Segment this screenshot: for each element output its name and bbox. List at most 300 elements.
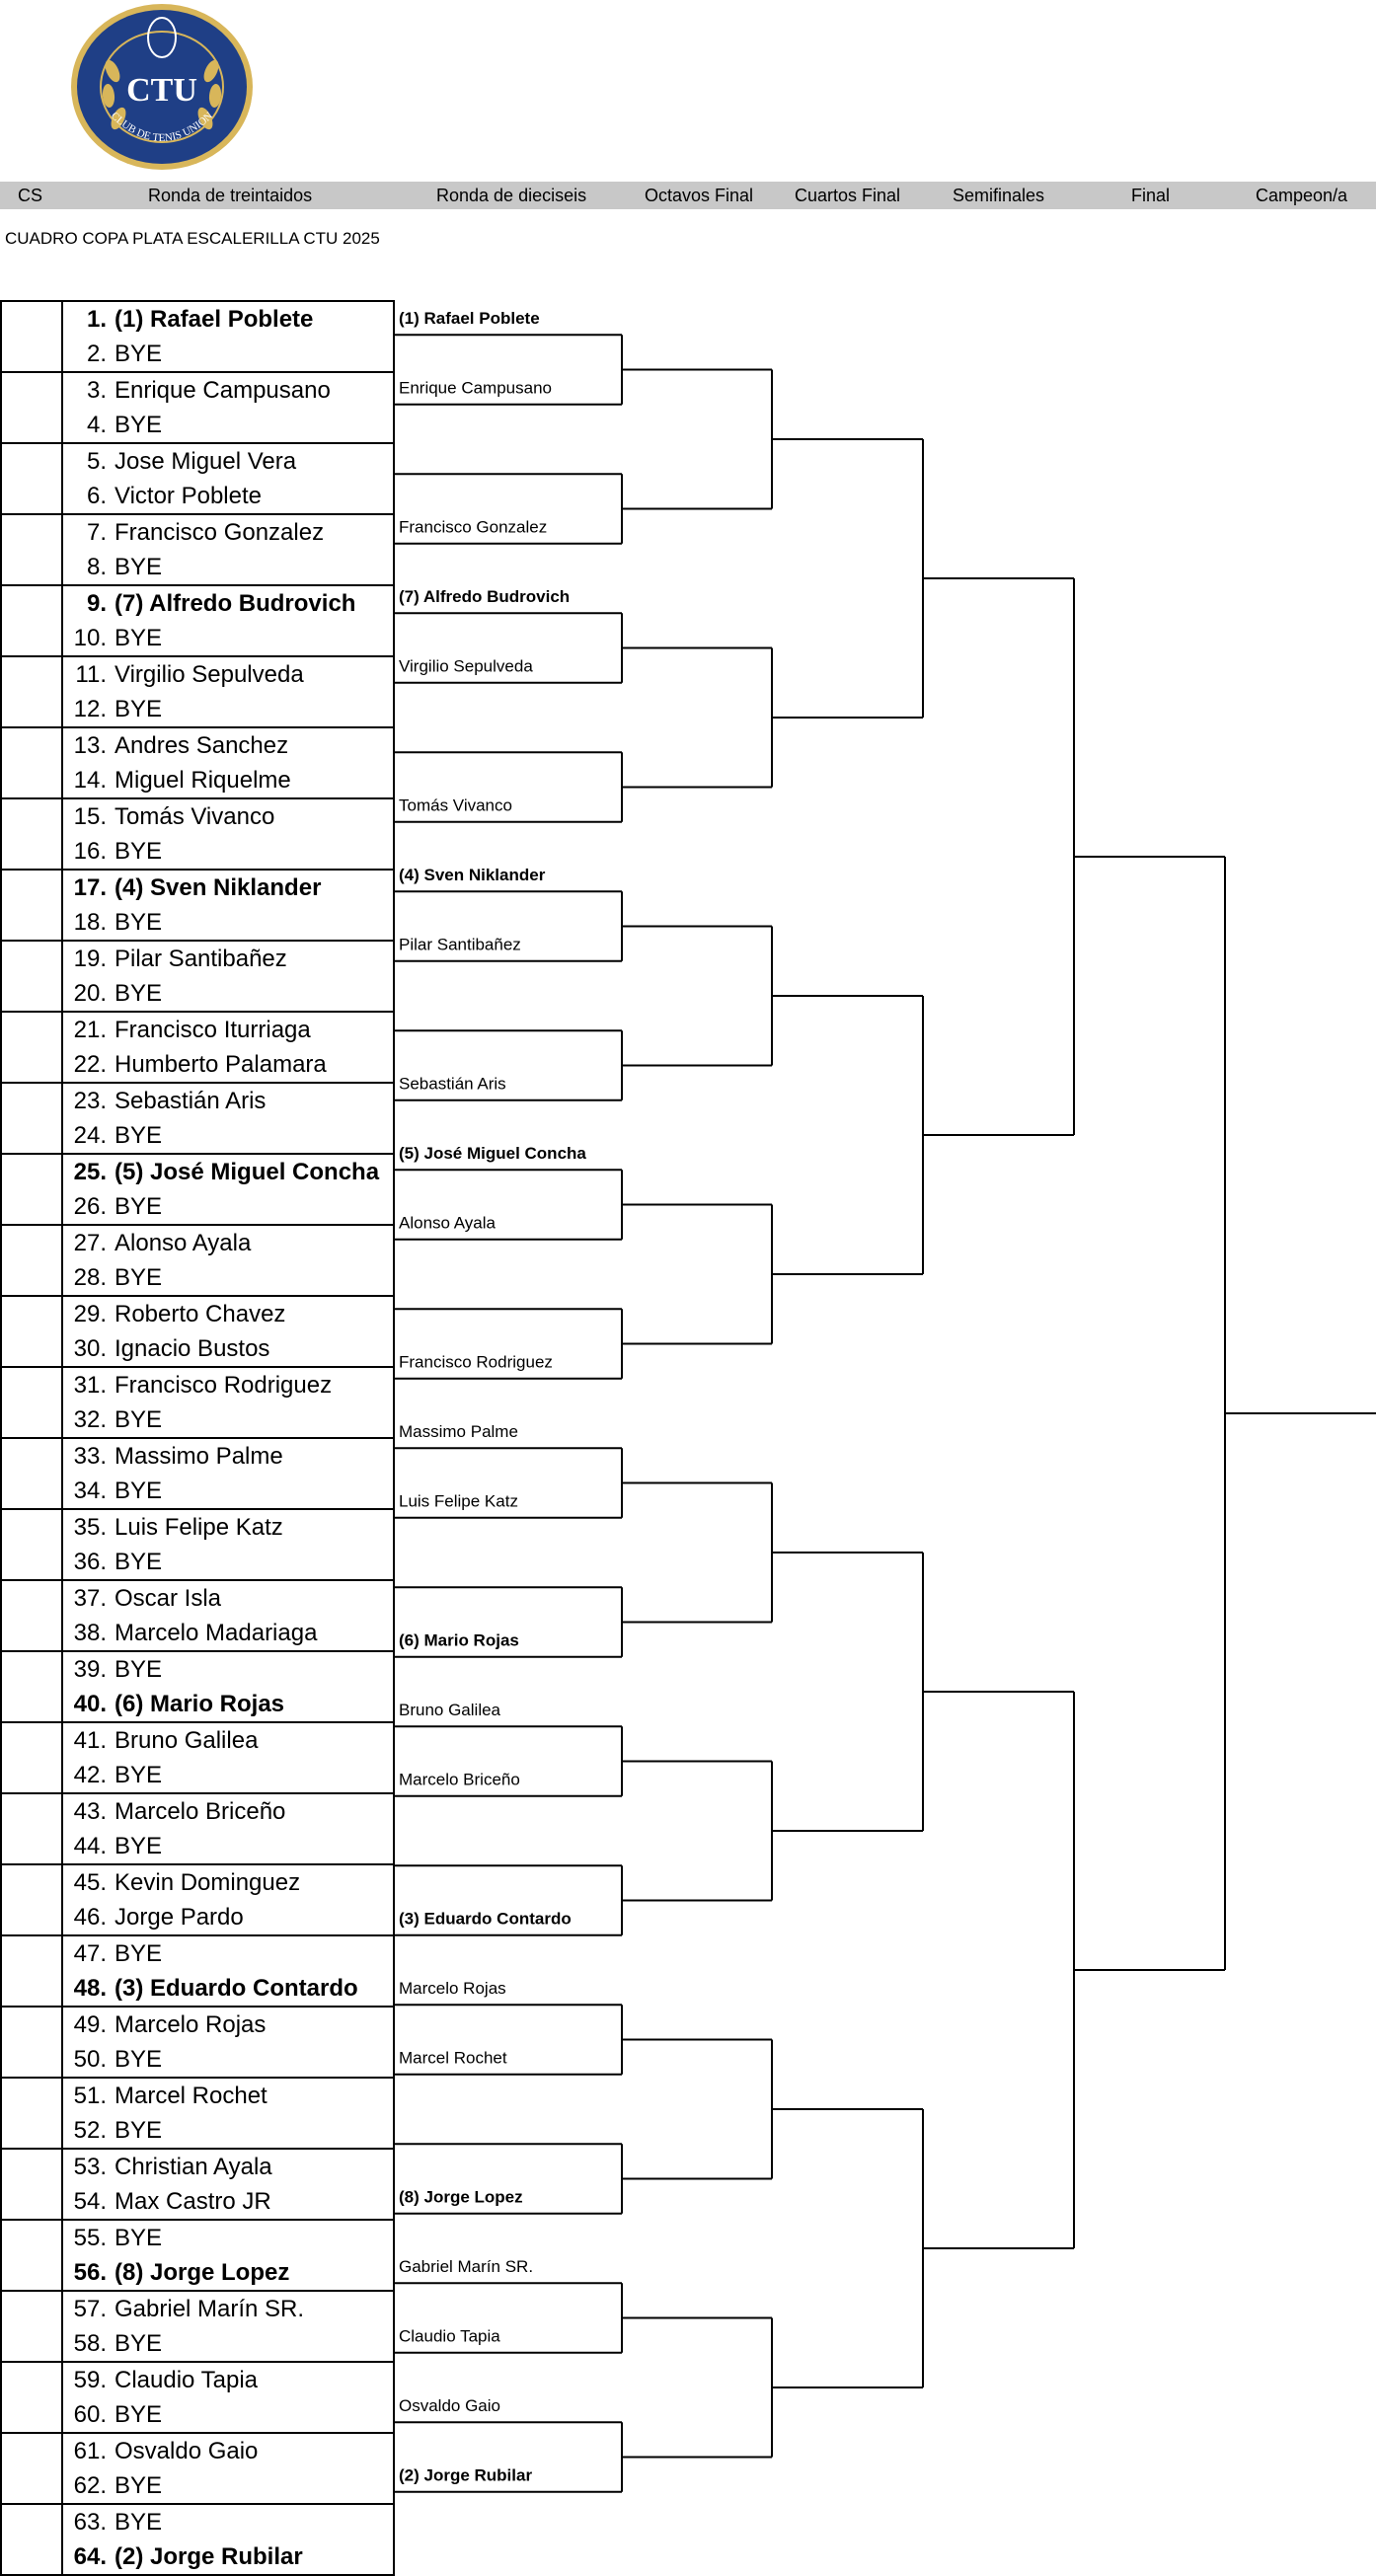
draw-number: 8. <box>86 554 107 580</box>
draw-cell-blank <box>1 2326 62 2362</box>
draw-cell-blank <box>1 1438 62 1474</box>
draw-number: 36. <box>73 1549 107 1575</box>
draw-row <box>1 2433 394 2468</box>
player-name: Marcelo Briceño <box>115 1798 286 1825</box>
draw-number: 48. <box>73 1975 107 2002</box>
player-name: BYE <box>115 980 163 1007</box>
draw-entry <box>62 1509 394 1545</box>
draw-entry <box>62 692 394 727</box>
draw-entry <box>62 1616 394 1651</box>
player-name: Marcelo Rojas <box>115 2011 267 2038</box>
draw-number: 3. <box>86 377 107 404</box>
draw-cell-blank <box>1 337 62 372</box>
player-name: BYE <box>115 1656 163 1683</box>
player-name: Kevin Dominguez <box>115 1869 301 1896</box>
draw-cell-blank <box>1 1900 62 1935</box>
player-name: (5) José Miguel Concha <box>115 1159 380 1185</box>
draw-cell-blank <box>1 2468 62 2504</box>
draw-cell-blank <box>1 1829 62 1864</box>
header-octavos: Octavos Final <box>645 186 754 205</box>
draw-number: 41. <box>73 1727 107 1754</box>
draw-entry <box>62 2184 394 2220</box>
draw-number: 40. <box>73 1691 107 1717</box>
player-name: BYE <box>115 2225 163 2251</box>
draw-row <box>1 1012 394 1047</box>
player-name: (3) Eduardo Contardo <box>115 1975 358 2002</box>
draw-row <box>1 692 394 727</box>
draw-entry <box>62 1189 394 1225</box>
draw-entry <box>62 1012 394 1047</box>
draw-number: 7. <box>86 519 107 546</box>
draw-entry <box>62 1260 394 1296</box>
draw-cell-blank <box>1 1758 62 1793</box>
draw-cell-blank <box>1 763 62 798</box>
header-cuartos: Cuartos Final <box>795 186 901 205</box>
draw-row <box>1 514 394 550</box>
draw-entry <box>62 585 394 621</box>
draw-row <box>1 727 394 763</box>
draw-cell-blank <box>1 834 62 870</box>
draw-cell-blank <box>1 1012 62 1047</box>
draw-table <box>0 300 395 2576</box>
player-name: BYE <box>115 696 163 722</box>
draw-entry <box>62 514 394 550</box>
draw-row <box>1 1474 394 1509</box>
draw-number: 19. <box>73 946 107 972</box>
round16-name: (5) José Miguel Concha <box>399 1144 586 1163</box>
draw-number: 15. <box>73 803 107 830</box>
draw-cell-blank <box>1 2149 62 2184</box>
draw-row <box>1 1722 394 1758</box>
draw-number: 37. <box>73 1585 107 1612</box>
draw-cell-blank <box>1 2433 62 2468</box>
draw-cell-blank <box>1 1260 62 1296</box>
draw-cell-blank <box>1 2291 62 2326</box>
draw-entry <box>62 2149 394 2184</box>
player-name: Miguel Riquelme <box>115 767 291 794</box>
draw-entry <box>62 727 394 763</box>
player-name: Massimo Palme <box>115 1443 283 1470</box>
draw-row <box>1 1047 394 1083</box>
player-name: BYE <box>115 412 163 438</box>
draw-cell-blank <box>1 2397 62 2433</box>
draw-row <box>1 798 394 834</box>
draw-cell-blank <box>1 1509 62 1545</box>
draw-number: 61. <box>73 2438 107 2464</box>
player-name: Virgilio Sepulveda <box>115 661 304 688</box>
draw-number: 2. <box>86 341 107 367</box>
draw-row <box>1 656 394 692</box>
draw-cell-blank <box>1 2220 62 2255</box>
player-name: Ignacio Bustos <box>115 1335 270 1362</box>
player-name: BYE <box>115 1406 163 1433</box>
draw-entry <box>62 2113 394 2149</box>
draw-entry <box>62 1083 394 1118</box>
draw-cell-blank <box>1 2184 62 2220</box>
draw-cell-blank <box>1 1296 62 1331</box>
draw-cell-blank <box>1 621 62 656</box>
draw-cell-blank <box>1 1616 62 1651</box>
draw-entry <box>62 798 394 834</box>
player-name: BYE <box>115 2401 163 2428</box>
club-logo <box>69 2 255 172</box>
draw-cell-blank <box>1 2255 62 2291</box>
draw-row <box>1 1225 394 1260</box>
draw-entry <box>62 621 394 656</box>
draw-entry <box>62 443 394 479</box>
draw-cell-blank <box>1 2113 62 2149</box>
draw-number: 53. <box>73 2154 107 2180</box>
draw-number: 50. <box>73 2046 107 2073</box>
draw-row <box>1 621 394 656</box>
draw-number: 24. <box>73 1122 107 1149</box>
draw-cell-blank <box>1 1971 62 2007</box>
draw-entry <box>62 2504 394 2539</box>
draw-row <box>1 2113 394 2149</box>
draw-row <box>1 1971 394 2007</box>
draw-row <box>1 2184 394 2220</box>
player-name: (1) Rafael Poblete <box>115 306 314 333</box>
draw-row <box>1 1864 394 1900</box>
player-name: BYE <box>115 554 163 580</box>
draw-number: 47. <box>73 1940 107 1967</box>
draw-entry <box>62 1474 394 1509</box>
draw-number: 39. <box>73 1656 107 1683</box>
draw-entry <box>62 2326 394 2362</box>
draw-entry <box>62 372 394 408</box>
draw-entry <box>62 1545 394 1580</box>
round16-name: Tomás Vivanco <box>399 796 512 815</box>
draw-row <box>1 1118 394 1154</box>
round16-name: Claudio Tapia <box>399 2326 500 2346</box>
draw-number: 27. <box>73 1230 107 1256</box>
round16-name: (2) Jorge Rubilar <box>399 2465 533 2485</box>
player-name: Christian Ayala <box>115 2154 272 2180</box>
player-name: BYE <box>115 1264 163 1291</box>
draw-number: 52. <box>73 2117 107 2144</box>
draw-number: 4. <box>86 412 107 438</box>
draw-entry <box>62 2362 394 2397</box>
draw-number: 35. <box>73 1514 107 1541</box>
draw-entry <box>62 2220 394 2255</box>
round16-name: Alonso Ayala <box>399 1213 496 1233</box>
player-name: (7) Alfredo Budrovich <box>115 590 356 617</box>
player-name: BYE <box>115 1477 163 1504</box>
draw-cell-blank <box>1 656 62 692</box>
header-semifinales: Semifinales <box>953 186 1045 205</box>
draw-entry <box>62 834 394 870</box>
player-name: Andres Sanchez <box>115 732 289 759</box>
draw-title: CUADRO COPA PLATA ESCALERILLA CTU 2025 <box>5 229 380 248</box>
draw-row <box>1 1154 394 1189</box>
player-name: BYE <box>115 2509 163 2536</box>
round16-name: Bruno Galilea <box>399 1701 501 1719</box>
draw-cell-blank <box>1 1402 62 1438</box>
draw-number: 20. <box>73 980 107 1007</box>
draw-number: 44. <box>73 1833 107 1859</box>
draw-entry <box>62 1296 394 1331</box>
draw-row <box>1 1758 394 1793</box>
draw-cell-blank <box>1 1722 62 1758</box>
draw-number: 51. <box>73 2083 107 2109</box>
draw-row <box>1 2397 394 2433</box>
draw-cell-blank <box>1 585 62 621</box>
draw-cell-blank <box>1 1935 62 1971</box>
draw-entry <box>62 976 394 1012</box>
draw-entry <box>62 550 394 585</box>
draw-entry <box>62 1900 394 1935</box>
player-name: BYE <box>115 2046 163 2073</box>
draw-entry <box>62 1793 394 1829</box>
draw-number: 56. <box>73 2259 107 2286</box>
draw-entry <box>62 1367 394 1402</box>
draw-cell-blank <box>1 372 62 408</box>
draw-row <box>1 1900 394 1935</box>
draw-row <box>1 2042 394 2078</box>
draw-row <box>1 1402 394 1438</box>
draw-number: 54. <box>73 2188 107 2215</box>
draw-entry <box>62 2433 394 2468</box>
draw-number: 22. <box>73 1051 107 1078</box>
player-name: Osvaldo Gaio <box>115 2438 259 2464</box>
draw-row <box>1 1509 394 1545</box>
draw-entry <box>62 656 394 692</box>
header-cs: CS <box>18 186 43 205</box>
round16-name: (3) Eduardo Contardo <box>399 1909 572 1929</box>
draw-row <box>1 2149 394 2184</box>
draw-row <box>1 905 394 941</box>
player-name: Jose Miguel Vera <box>115 448 297 475</box>
svg-text:CTU: CTU <box>126 72 197 109</box>
draw-entry <box>62 1829 394 1864</box>
draw-entry <box>62 2255 394 2291</box>
draw-row <box>1 1580 394 1616</box>
draw-cell-blank <box>1 550 62 585</box>
draw-row <box>1 1331 394 1367</box>
draw-cell-blank <box>1 1580 62 1616</box>
round16-name: Virgilio Sepulveda <box>399 656 533 676</box>
draw-cell-blank <box>1 1474 62 1509</box>
draw-row <box>1 2326 394 2362</box>
draw-entry <box>62 408 394 443</box>
player-name: BYE <box>115 625 163 651</box>
round16-name: Marcel Rochet <box>399 2048 507 2068</box>
round16-name: Sebastián Aris <box>399 1074 506 1094</box>
round16-name: (1) Rafael Poblete <box>399 309 540 328</box>
header-final: Final <box>1131 186 1171 205</box>
player-name: Max Castro JR <box>115 2188 271 2215</box>
player-name: (4) Sven Niklander <box>115 874 322 901</box>
draw-row <box>1 1829 394 1864</box>
draw-row <box>1 941 394 976</box>
draw-row <box>1 443 394 479</box>
draw-number: 34. <box>73 1477 107 1504</box>
draw-cell-blank <box>1 2042 62 2078</box>
player-name: BYE <box>115 1122 163 1149</box>
round16-name: Osvaldo Gaio <box>399 2396 500 2415</box>
draw-entry <box>62 2007 394 2042</box>
draw-row <box>1 1616 394 1651</box>
player-name: BYE <box>115 1762 163 1788</box>
draw-number: 31. <box>73 1372 107 1399</box>
draw-cell-blank <box>1 1651 62 1687</box>
header-round-32: Ronda de treintaidos <box>148 186 313 205</box>
round-header-bar <box>0 182 1376 209</box>
draw-number: 26. <box>73 1193 107 1220</box>
draw-number: 9. <box>86 590 107 617</box>
draw-entry <box>62 1118 394 1154</box>
draw-cell-blank <box>1 1331 62 1367</box>
draw-entry <box>62 1971 394 2007</box>
draw-number: 46. <box>73 1904 107 1931</box>
draw-number: 25. <box>73 1159 107 1185</box>
draw-entry <box>62 1047 394 1083</box>
draw-number: 6. <box>86 483 107 509</box>
draw-entry <box>62 337 394 372</box>
draw-number: 63. <box>73 2509 107 2536</box>
draw-row <box>1 1189 394 1225</box>
header-campeon: Campeon/a <box>1256 186 1348 205</box>
draw-cell-blank <box>1 692 62 727</box>
draw-entry <box>62 1687 394 1722</box>
draw-entry <box>62 1154 394 1189</box>
draw-entry <box>62 2078 394 2113</box>
draw-row <box>1 1935 394 1971</box>
player-name: Alonso Ayala <box>115 1230 252 1256</box>
draw-row <box>1 479 394 514</box>
draw-row <box>1 2504 394 2539</box>
draw-number: 16. <box>73 838 107 865</box>
player-name: Roberto Chavez <box>115 1301 286 1327</box>
draw-row <box>1 1651 394 1687</box>
player-name: Francisco Rodriguez <box>115 1372 333 1399</box>
draw-cell-blank <box>1 2539 62 2575</box>
draw-row <box>1 1083 394 1118</box>
draw-cell-blank <box>1 1047 62 1083</box>
draw-cell-blank <box>1 479 62 514</box>
draw-entry <box>62 2539 394 2575</box>
draw-cell-blank <box>1 1225 62 1260</box>
player-name: Jorge Pardo <box>115 1904 244 1931</box>
draw-number: 64. <box>73 2543 107 2570</box>
draw-row <box>1 2539 394 2575</box>
draw-row <box>1 550 394 585</box>
round16-name: Pilar Santibañez <box>399 935 521 954</box>
draw-entry <box>62 905 394 941</box>
draw-number: 59. <box>73 2367 107 2393</box>
round16-name: (4) Sven Niklander <box>399 866 546 884</box>
draw-number: 33. <box>73 1443 107 1470</box>
player-name: Francisco Iturriaga <box>115 1017 311 1043</box>
draw-cell-blank <box>1 1189 62 1225</box>
player-name: BYE <box>115 2330 163 2357</box>
draw-cell-blank <box>1 1367 62 1402</box>
draw-row <box>1 372 394 408</box>
draw-number: 43. <box>73 1798 107 1825</box>
player-name: Humberto Palamara <box>115 1051 327 1078</box>
draw-row <box>1 408 394 443</box>
draw-cell-blank <box>1 2362 62 2397</box>
draw-number: 57. <box>73 2296 107 2322</box>
draw-entry <box>62 941 394 976</box>
round16-name: (6) Mario Rojas <box>399 1630 519 1650</box>
draw-row <box>1 1296 394 1331</box>
draw-row <box>1 1260 394 1296</box>
player-name: BYE <box>115 1833 163 1859</box>
draw-number: 30. <box>73 1335 107 1362</box>
draw-cell-blank <box>1 798 62 834</box>
draw-row <box>1 1793 394 1829</box>
draw-number: 1. <box>86 306 107 333</box>
round16-name: (8) Jorge Lopez <box>399 2187 523 2207</box>
draw-entry <box>62 2291 394 2326</box>
draw-number: 11. <box>75 661 107 688</box>
draw-number: 12. <box>73 696 107 722</box>
player-name: BYE <box>115 1549 163 1575</box>
draw-cell-blank <box>1 941 62 976</box>
player-name: Francisco Gonzalez <box>115 519 325 546</box>
draw-cell-blank <box>1 301 62 337</box>
player-name: BYE <box>115 2472 163 2499</box>
draw-cell-blank <box>1 1793 62 1829</box>
draw-entry <box>62 1225 394 1260</box>
draw-entry <box>62 2468 394 2504</box>
player-name: Gabriel Marín SR. <box>115 2296 305 2322</box>
draw-number: 42. <box>73 1762 107 1788</box>
draw-number: 13. <box>73 732 107 759</box>
player-name: Claudio Tapia <box>115 2367 258 2393</box>
round16-name: Luis Felipe Katz <box>399 1491 518 1511</box>
draw-cell-blank <box>1 408 62 443</box>
draw-row <box>1 2362 394 2397</box>
draw-row <box>1 1545 394 1580</box>
draw-entry <box>62 1651 394 1687</box>
draw-entry <box>62 763 394 798</box>
draw-row <box>1 337 394 372</box>
draw-number: 29. <box>73 1301 107 1327</box>
draw-row <box>1 2078 394 2113</box>
round16-name: Enrique Campusano <box>399 378 552 398</box>
draw-cell-blank <box>1 870 62 905</box>
draw-entry <box>62 1935 394 1971</box>
draw-row <box>1 2291 394 2326</box>
draw-cell-blank <box>1 1118 62 1154</box>
player-name: BYE <box>115 838 163 865</box>
draw-number: 55. <box>73 2225 107 2251</box>
draw-entry <box>62 870 394 905</box>
draw-row <box>1 2220 394 2255</box>
draw-row <box>1 870 394 905</box>
draw-entry <box>62 1758 394 1793</box>
draw-cell-blank <box>1 1864 62 1900</box>
draw-cell-blank <box>1 514 62 550</box>
draw-number: 14. <box>73 767 107 794</box>
round16-name: Gabriel Marín SR. <box>399 2257 534 2276</box>
draw-cell-blank <box>1 2078 62 2113</box>
svg-text:CLUB DE TENIS UNION: CLUB DE TENIS UNION <box>108 110 216 145</box>
draw-number: 62. <box>73 2472 107 2499</box>
player-name: Enrique Campusano <box>115 377 331 404</box>
draw-cell-blank <box>1 1083 62 1118</box>
draw-number: 49. <box>73 2011 107 2038</box>
draw-cell-blank <box>1 1545 62 1580</box>
draw-entry <box>62 2042 394 2078</box>
player-name: Oscar Isla <box>115 1585 222 1612</box>
draw-cell-blank <box>1 443 62 479</box>
draw-number: 23. <box>73 1088 107 1114</box>
player-name: Victor Poblete <box>115 483 262 509</box>
player-name: (6) Mario Rojas <box>115 1691 285 1717</box>
